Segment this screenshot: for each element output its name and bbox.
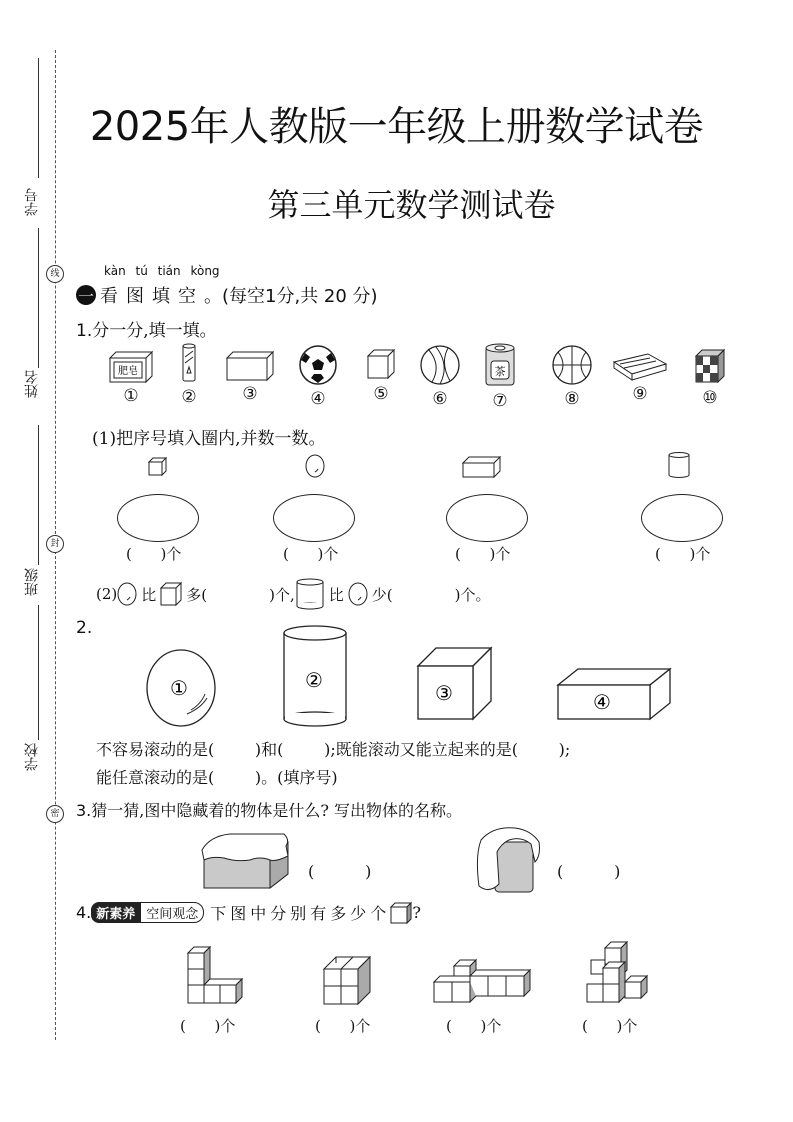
object-8 — [550, 345, 594, 409]
seal-line-mark: 线 — [46, 265, 64, 283]
object-4-number: ④ — [310, 389, 326, 409]
cube-answer-circle[interactable] — [117, 494, 199, 542]
object-9 — [610, 352, 670, 404]
object-1 — [106, 348, 156, 406]
cube-icon — [160, 582, 182, 606]
cylinder-answer-circle[interactable] — [641, 494, 723, 542]
svg-text:②: ② — [305, 668, 323, 692]
q4-text: 下图中分别有多少个 — [210, 904, 391, 923]
cuboid-shape — [556, 667, 672, 721]
q3-prompt — [76, 798, 462, 821]
svg-text:④: ④ — [593, 690, 611, 714]
svg-text:茶: 茶 — [494, 365, 506, 378]
cube-category-icon — [148, 457, 168, 477]
q1-text: 分一分,填一填。 — [92, 321, 217, 341]
name-line — [38, 228, 39, 368]
sphere-answer-circle[interactable] — [273, 494, 355, 542]
unit-text-2: )个。 — [454, 585, 491, 604]
hidden-cylinder-image — [475, 826, 549, 896]
figure-2-count-blank[interactable]: ( )个 — [315, 1017, 371, 1035]
class-line — [38, 425, 39, 565]
object-4 — [296, 345, 340, 409]
cube-stack-figure-1 — [186, 945, 250, 1007]
q4-number: 4. — [76, 903, 92, 922]
seal-seal-mark: 封 — [46, 535, 64, 553]
q3-answer-1[interactable]: ( ) — [308, 862, 372, 881]
q2-line1: 不容易滚动的是( )和( );既能滚动又能立起来的是( ); — [96, 740, 571, 759]
new-literacy-tag: 新素养 — [91, 902, 140, 923]
q2-number: 2. — [76, 618, 93, 638]
cuboid-answer-circle[interactable] — [446, 494, 528, 542]
section-title: 看图填空 — [100, 286, 204, 307]
class-label: 班级 — [24, 568, 40, 596]
cuboid-category-icon — [462, 456, 502, 478]
object-8-number: ⑧ — [564, 389, 580, 409]
cylinder-category-icon — [668, 452, 690, 478]
sphere-icon — [117, 582, 137, 606]
cube-shape — [416, 646, 494, 721]
object-7-number: ⑦ — [492, 391, 508, 411]
school-label: 学校 — [24, 743, 40, 771]
striped-ball-icon — [420, 345, 460, 385]
object-9-number: ⑨ — [632, 384, 648, 404]
compare-text-2: 比 — [328, 585, 344, 604]
badminton-tube-icon — [182, 343, 196, 383]
cube-stack-figure-4 — [585, 940, 655, 1006]
figure-3-count-blank[interactable]: ( )个 — [446, 1017, 502, 1035]
object-5 — [364, 348, 398, 404]
section-score-note: (每空1分,共 20 分) — [222, 286, 378, 307]
cube-stack-figure-2 — [322, 955, 376, 1007]
name-label: 姓名 — [24, 370, 40, 398]
compare-text-1: 比 — [141, 585, 157, 604]
basketball-icon — [552, 345, 592, 385]
sphere-icon — [348, 582, 368, 606]
more-text: 多( — [186, 585, 208, 604]
q4-prompt — [76, 901, 421, 924]
object-3 — [224, 350, 276, 404]
q2-line2: 能任意滚动的是( )。(填序号) — [96, 768, 338, 787]
cuboid-block-icon — [225, 350, 275, 380]
q1-number: 1. — [76, 321, 93, 341]
soccer-ball-icon — [299, 345, 337, 385]
q3-number: 3. — [76, 801, 92, 820]
page-subtitle: 第三单元数学测试卷 — [267, 186, 556, 224]
flat-box-icon — [612, 352, 668, 380]
object-6-number: ⑥ — [432, 389, 448, 409]
figure-1-count-blank[interactable]: ( )个 — [180, 1017, 236, 1035]
soap-box-icon — [108, 348, 154, 382]
cube-count-blank[interactable]: ( )个 — [126, 545, 182, 563]
object-5-number: ⑤ — [373, 384, 389, 404]
q1-part1-prompt: (1)把序号填入圈内,并数一数。 — [92, 429, 326, 449]
object-7 — [482, 343, 518, 411]
part2-label: (2) — [96, 585, 118, 603]
cylinder-icon — [295, 578, 325, 610]
sphere-count-blank[interactable]: ( )个 — [283, 545, 339, 563]
tea-can-icon — [485, 343, 515, 387]
hidden-cuboid-image — [200, 832, 292, 890]
q3-text: 猜一猜,图中隐藏着的物体是什么? 写出物体的名称。 — [91, 801, 463, 820]
unit-text-1: )个, — [269, 585, 295, 604]
cylinder-shape — [282, 625, 350, 727]
q4-question-mark: ? — [412, 903, 421, 922]
cylinder-count-blank[interactable]: ( )个 — [655, 545, 711, 563]
page-title: 2025年人教版一年级上册数学试卷 — [89, 104, 704, 150]
object-2 — [174, 343, 204, 407]
section-number-badge: 一 — [77, 286, 94, 306]
figure-4-count-blank[interactable]: ( )个 — [582, 1017, 638, 1035]
object-2-number: ② — [181, 387, 197, 407]
q1-prompt — [76, 316, 217, 341]
less-text: 少( — [371, 585, 393, 604]
object-3-number: ③ — [242, 384, 258, 404]
q1-part2-prompt — [96, 578, 490, 610]
svg-text:①: ① — [170, 676, 188, 700]
student-id-label: 学号 — [24, 188, 40, 216]
object-10-number: ⑩ — [702, 388, 718, 408]
q3-answer-2[interactable]: ( ) — [557, 862, 621, 881]
section-pinyin: kàn tú tián kòng — [104, 264, 220, 278]
sphere-category-icon — [305, 454, 325, 478]
object-10 — [692, 348, 728, 408]
section-title-end: 。 — [204, 286, 222, 307]
cuboid-count-blank[interactable]: ( )个 — [455, 545, 511, 563]
cube-stack-figure-3 — [432, 958, 532, 1006]
object-1-number: ① — [123, 386, 139, 406]
svg-text:肥皂: 肥皂 — [118, 366, 138, 377]
small-cube-icon — [390, 902, 412, 924]
spatial-concept-tag: 空间观念 — [140, 902, 204, 923]
cube-block-icon — [366, 348, 396, 380]
svg-text:③: ③ — [435, 681, 453, 705]
disc-shape — [145, 648, 220, 728]
school-line — [38, 605, 39, 740]
object-6 — [418, 345, 462, 409]
seal-secret-mark: 密 — [46, 805, 64, 823]
section-heading — [76, 282, 378, 308]
rubiks-cube-icon — [694, 348, 726, 384]
